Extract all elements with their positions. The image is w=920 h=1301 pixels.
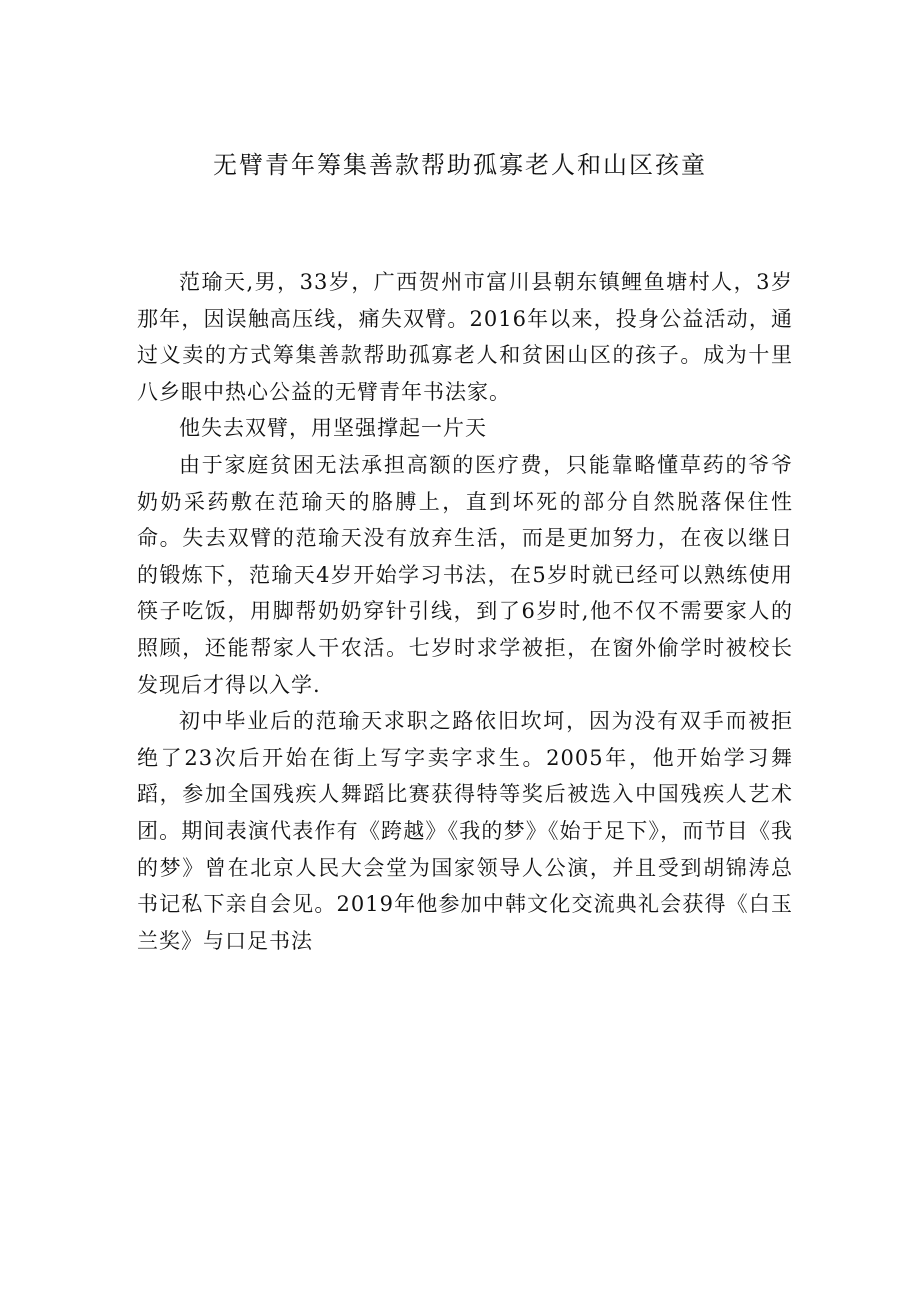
document-body [137,264,793,959]
paragraph-subheading: 他失去双臂，用坚强撑起一片天 [179,416,487,441]
paragraph-childhood: 由于家庭贫困无法承担高额的医疗费，只能靠略懂草药的爷爷奶奶采药敷在范瑜天的胳膊上，直到坏死的部分自然脱落保住性命。失去双臂的范瑜天没有放弃生活，而是更加努力，在夜以继日的锻炼下，范瑜天4岁开始学习书法，在5岁时就已经可以熟练使用筷子吃饭，用脚帮奶奶穿针引线，到了6岁时,他不仅不需要家人的照顾，还能帮家人干农活。七岁时求学被拒，在窗外偷学时被校长发现后才得以入学. [137,452,793,697]
paragraph-career: 初中毕业后的范瑜天求职之路依旧坎坷，因为没有双手而被拒绝了23次后开始在街上写字卖字求生。2005年，他开始学习舞蹈，参加全国残疾人舞蹈比赛获得特等奖后被选入中国残疾人艺术团。期间表演代表作有《跨越》《我的梦》《始于足下》，而节目《我的梦》曾在北京人民大会堂为国家领导人公演，并且受到胡锦涛总书记私下亲自会见。2019年他参加中韩文化交流典礼会获得《白玉兰奖》与口足书法 [137,709,793,953]
document-title: 无臂青年筹集善款帮助孤寡老人和山区孩童 [213,151,707,179]
paragraph-intro: 范瑜天,男，33岁，广西贺州市富川县朝东镇鲤鱼塘村人，3岁那年，因误触高压线，痛失双臂。2016年以来，投身公益活动，通过义卖的方式筹集善款帮助孤寡老人和贫困山区的孩子。成为十里八乡眼中热心公益的无臂青年书法家。 [137,270,793,404]
